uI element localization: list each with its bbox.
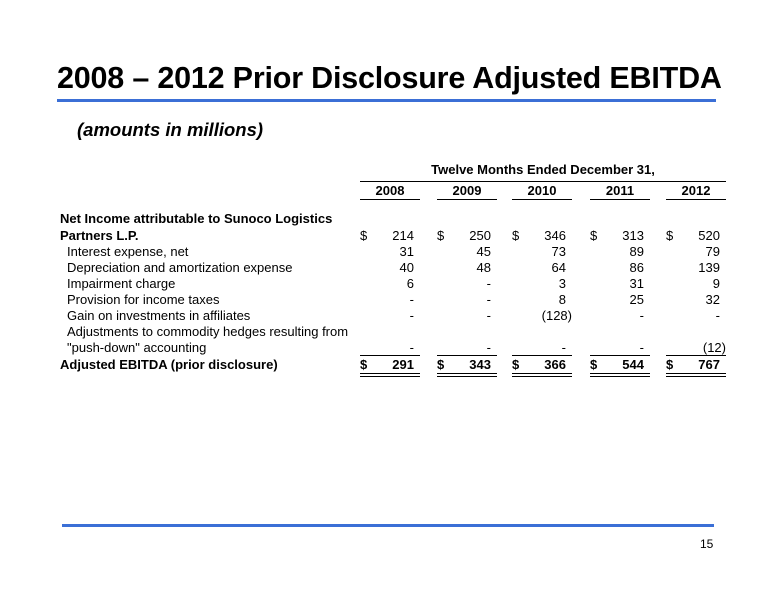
item-value: - [639,308,644,323]
total-label: Adjusted EBITDA (prior disclosure) [60,357,278,372]
item-value: 32 [705,292,720,307]
item-value: 86 [629,260,644,275]
item-label: Impairment charge [67,276,176,291]
item-value: 3 [558,276,566,291]
total-double-rule [437,373,497,374]
net-income-2009: 250 [469,228,491,243]
adjustments-value: - [639,340,644,355]
adjustments-value: - [486,340,491,355]
total-double-rule [437,376,497,377]
subtotal-rule [590,355,650,356]
currency-symbol: $ [437,228,445,243]
total-2010: 366 [544,357,566,372]
net-income-2010: 346 [544,228,566,243]
currency-symbol: $ [360,357,368,372]
total-double-rule [512,376,572,377]
year-header-2011: 2011 [605,183,635,198]
year-underline [512,199,572,200]
currency-symbol: $ [590,357,598,372]
item-value: - [715,308,720,323]
currency-symbol: $ [512,228,520,243]
year-underline [666,199,726,200]
item-value: 139 [698,260,720,275]
currency-symbol: $ [666,228,674,243]
currency-symbol: $ [590,228,598,243]
year-header-2009: 2009 [452,183,482,198]
item-value: 31 [399,244,414,259]
slide-title: 2008 – 2012 Prior Disclosure Adjusted EBITDA [57,61,722,95]
item-value: - [409,292,414,307]
total-2011: 544 [622,357,644,372]
total-double-rule [666,376,726,377]
total-2012: 767 [698,357,720,372]
year-header-2010: 2010 [527,183,557,198]
item-value: 89 [629,244,644,259]
total-double-rule [590,376,650,377]
item-value: - [486,308,491,323]
item-value: 73 [551,244,566,259]
subtotal-rule [512,355,572,356]
net-income-label-line1: Net Income attributable to Sunoco Logistics [60,211,333,226]
currency-symbol: $ [512,357,520,372]
net-income-2012: 520 [698,228,720,243]
subtotal-rule [666,355,726,356]
item-value: - [409,308,414,323]
title-underline [57,99,716,102]
currency-symbol: $ [360,228,368,243]
item-label: Provision for income taxes [67,292,220,307]
total-double-rule [360,376,420,377]
item-label: Interest expense, net [67,244,189,259]
adjustments-label-line2: "push-down" accounting [67,340,207,355]
page-number: 15 [700,537,714,551]
currency-symbol: $ [437,357,445,372]
net-income-2008: 214 [392,228,414,243]
adjustments-label-line1: Adjustments to commodity hedges resulting from [67,324,349,339]
currency-symbol: $ [666,357,674,372]
net-income-label-line2: Partners L.P. [60,228,139,243]
item-value: - [486,276,491,291]
footer-rule [62,524,714,527]
total-2008: 291 [392,357,414,372]
subtotal-rule [437,355,497,356]
year-header-2012: 2012 [681,183,711,198]
year-underline [590,199,650,200]
item-value: 45 [476,244,491,259]
net-income-2011: 313 [622,228,644,243]
period-header: Twelve Months Ended December 31, [431,162,655,177]
period-header-rule [360,181,726,182]
item-value: 8 [558,292,566,307]
total-double-rule [360,373,420,374]
item-value: 64 [551,260,566,275]
item-label: Gain on investments in affiliates [67,308,251,323]
item-value: 25 [629,292,644,307]
item-value: (128) [541,308,572,323]
item-value: - [486,292,491,307]
subtotal-rule [360,355,420,356]
item-value: 79 [705,244,720,259]
total-double-rule [590,373,650,374]
total-double-rule [512,373,572,374]
slide-subtitle: (amounts in millions) [77,119,264,140]
year-underline [437,199,497,200]
year-header-2008: 2008 [375,183,405,198]
adjustments-value: (12) [702,340,726,355]
item-label: Depreciation and amortization expense [67,260,293,275]
year-underline [360,199,420,200]
item-value: 6 [406,276,414,291]
item-value: 9 [712,276,720,291]
total-2009: 343 [469,357,491,372]
adjustments-value: - [561,340,566,355]
adjustments-value: - [409,340,414,355]
item-value: 31 [629,276,644,291]
item-value: 40 [399,260,414,275]
item-value: 48 [476,260,491,275]
total-double-rule [666,373,726,374]
